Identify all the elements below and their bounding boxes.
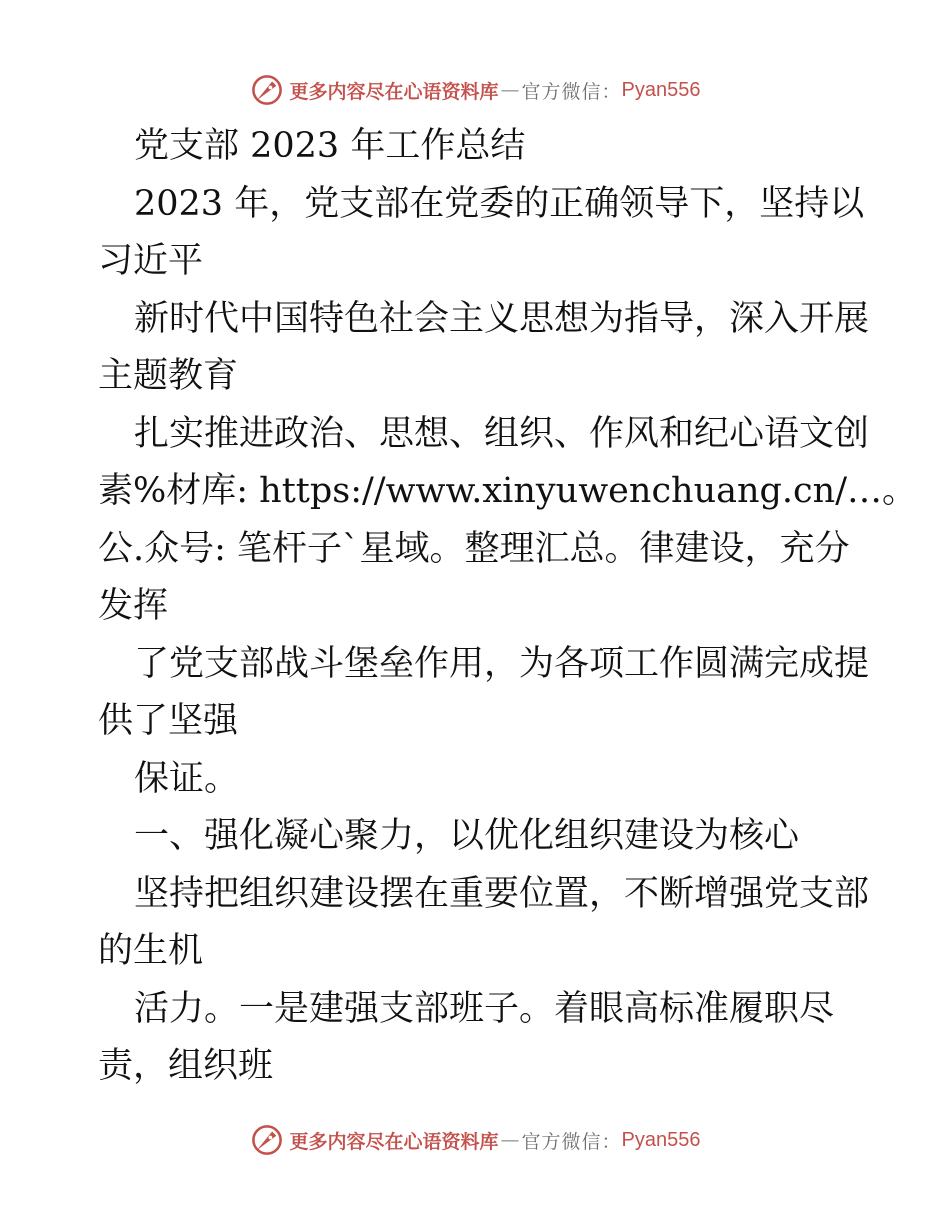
section-heading: 一、强化凝心聚力，以优化组织建设为核心 xyxy=(134,816,800,856)
paragraph-line: 活力。一是建强支部班子。着眼高标准履职尽 xyxy=(134,988,835,1029)
banner-main-text: 更多内容尽在心语资料库 xyxy=(289,1130,499,1153)
paragraph-line: 责，组织班 xyxy=(98,1046,274,1086)
paragraph-line: 主题教育 xyxy=(98,356,239,396)
paragraph-line: 公.众号: 笔杆子`星域。整理汇总。律建设，充分 xyxy=(98,528,850,569)
document-title: 党支部 2023 年工作总结 xyxy=(134,126,526,166)
banner-wechat-id: Pyan556 xyxy=(621,1128,701,1151)
paragraph-line: 新时代中国特色社会主义思想为指导，深入开展 xyxy=(134,298,870,339)
paragraph-line: 发挥 xyxy=(98,586,169,626)
paragraph-line: 扎实推进政治、思想、组织、作风和纪心语文创 xyxy=(134,413,870,454)
banner-label: 官方微信： xyxy=(521,1130,622,1153)
paragraph-line: 供了坚强 xyxy=(98,701,239,741)
document-body xyxy=(98,118,917,1096)
banner-dash: — xyxy=(500,79,520,101)
banner-label: 官方微信： xyxy=(521,80,622,103)
header-watermark-banner xyxy=(0,70,950,110)
paragraph-line: 坚持把组织建设摆在重要位置，不断增强党支部 xyxy=(134,873,870,914)
paragraph-line: 了党支部战斗堡垒作用，为各项工作圆满完成提 xyxy=(134,643,870,684)
banner-dash: — xyxy=(500,1129,520,1151)
pen-nib-icon xyxy=(250,73,284,107)
footer-watermark-banner xyxy=(0,1120,950,1160)
paragraph-line: 习近平 xyxy=(98,241,204,281)
paragraph-line: 2023 年，党支部在党委的正确领导下，坚持以 xyxy=(134,183,865,224)
paragraph-line: 素%材库: https://www.xinyuwenchuang.cn/…。 xyxy=(98,471,917,511)
paragraph-line: 的生机 xyxy=(98,931,204,971)
banner-main-text: 更多内容尽在心语资料库 xyxy=(289,80,499,103)
paragraph-line: 保证。 xyxy=(134,758,240,799)
banner-wechat-id: Pyan556 xyxy=(621,78,701,101)
pen-nib-icon xyxy=(250,1123,284,1157)
